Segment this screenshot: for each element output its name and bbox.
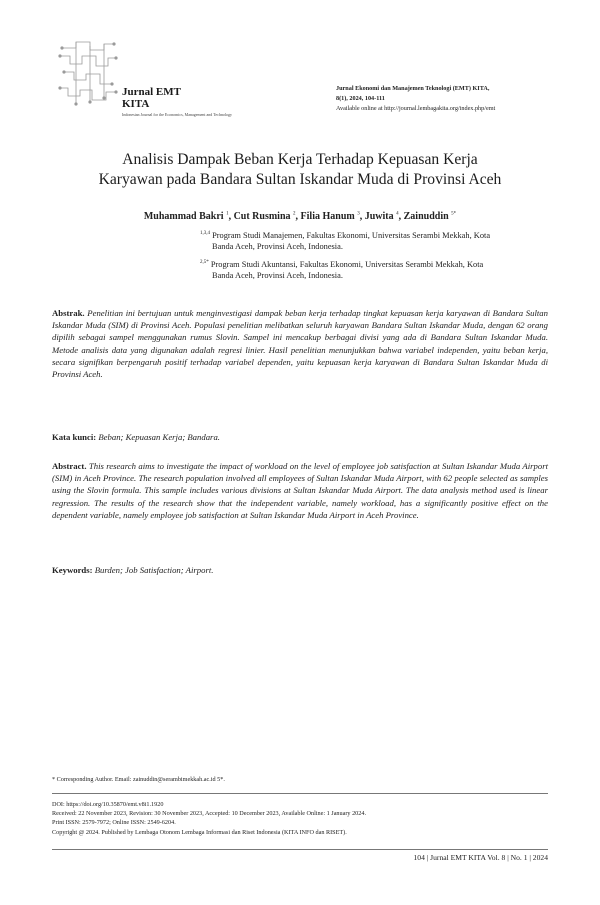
author-name: Juwita [364,211,394,222]
author-name: Muhammad Bakri [143,211,224,222]
kata-kunci-text: Beban; Kepuasan Kerja; Bandara. [98,432,220,442]
affiliation-marks: 1,3,4 [200,231,210,236]
abstrak-label: Abstrak. [52,308,85,318]
corresponding-author: * Corresponding Author. Email: zainuddin@serambimekkah.ac.id 5*. [52,776,225,783]
journal-logo-icon [56,38,120,108]
affiliation-line: Banda Aceh, Provinsi Aceh, Indonesia. [212,271,343,281]
copyright: Copyright @ 2024. Published by Lembaga Otonom Lembaga Informasi dan Riset Indonesia (KITA INFO dan RISET). [52,828,347,836]
logo-title [122,86,181,110]
affiliation-line: Program Studi Manajemen, Fakultas Ekonomi, Universitas Serambi Mekkah, Kota [212,230,491,240]
author-mark: 4 [396,211,399,217]
issn: Print ISSN: 2579-7972; Online ISSN: 2549-6204. [52,819,176,827]
author-name: Cut Rusmina [233,211,291,222]
author-name: Filia Hanum [300,211,355,222]
footer-divider [52,793,548,794]
abstract-text: This research aims to investigate the impact of workload on the level of employee job satisfaction at Sultan Iskandar Muda Airport (SIM) in Aceh Province. The research population involved all employees of Sultan Iskandar Muda Airport, with 62 people selected as samples using the Slovin formula. This sample includes various divisions at Sultan Iskandar Muda Airport. The data analysis method used is linear regression. The results of the research show that the independent variable, namely workload, has a significantly positive effect on the dependent variable, namely employee job satisfaction at Sultan Iskandar Muda Airport in Aceh Province. [52,461,548,520]
affiliation-marks: 2,5* [200,260,209,265]
keywords-label: Keywords: [52,565,93,575]
journal-reference [336,84,495,114]
abstract-section [52,460,548,521]
title-line-1: Analisis Dampak Beban Kerja Terhadap Kepuasan Kerja [122,151,478,168]
kata-kunci-label: Kata kunci: [52,432,97,442]
available-online[interactable]: Available online at http://journal.lembagakita.org/index.php/emt [336,105,496,112]
author-list: Muhammad Bakri $^1$, Cut Rusmina $^2$, Filia Hanum $^3$, Juwita $^4$, Zainuddin $^{5*}$ [143,211,457,222]
author-mark: 5* [451,211,457,217]
author-mark: 3 [357,211,360,217]
logo-subtitle: Indonesian Journal for the Economics, Management and Technology [122,112,233,117]
title-line-2: Karyawan pada Bandara Sultan Iskandar Muda di Provinsi Aceh [98,171,502,188]
author-mark: 2 [293,211,296,217]
affiliation-1 [200,228,500,253]
journal-name: Jurnal Ekonomi dan Manajemen Teknologi (EMT) KITA, [336,85,490,92]
keywords-text: Burden; Job Satisfaction; Airport. [94,565,214,575]
paper-title [40,150,560,190]
author-name: Zainuddin [403,211,449,222]
affiliation-line: Banda Aceh, Provinsi Aceh, Indonesia. [212,242,343,252]
author-mark: 1 [226,211,229,217]
page-divider [52,849,548,850]
abstract-label: Abstract. [52,461,87,471]
abstrak-text: Penelitian ini bertujuan untuk menginvestigasi dampak beban kerja terhadap tingkat kepuasan kerja karyawan di Bandara Sultan Iskandar Muda (SIM) di Provinsi Aceh. Populasi penelitian melibatkan seluruh karyawan Bandara Sultan Iskandar Muda, dengan 62 orang dipilih sebagai sampel menggunakan rumus Slovin. Sampel ini mencakup berbagai divisi yang ada di Bandara Sultan Iskandar Muda. Metode analisis data yang digunakan adalah regresi linier. Hasil penelitian menunjukkan bahwa variabel independen, yaitu beban kerja, secara signifikan berpengaruh positif terhadap variabel dependen, yaitu kepuasan kerja karyawan di Bandara Sultan Iskandar Muda di Provinsi Aceh. [52,308,548,380]
affiliation-2 [200,257,500,282]
logo-title-line2: KITA [122,98,150,110]
kata-kunci-section [52,431,548,443]
article-metadata [52,800,548,837]
keywords-section [52,564,548,576]
doi-link[interactable]: DOI: https://doi.org/10.35870/emt.v8i1.1920 [52,801,164,808]
logo-title-line1: Jurnal EMT [122,86,181,98]
volume-issue: 8(1), 2024, 104-111 [336,95,385,102]
abstrak-section [52,307,548,380]
page-number-line: 104 | Jurnal EMT KITA Vol. 8 | No. 1 | 2024 [413,853,548,862]
affiliation-line: Program Studi Akuntansi, Fakultas Ekonomi, Universitas Serambi Mekkah, Kota [210,259,484,269]
received-dates: Received: 22 November 2023, Revision: 30 November 2023, Accepted: 10 December 2023, Available Online: 1 January 2024. [52,810,366,818]
